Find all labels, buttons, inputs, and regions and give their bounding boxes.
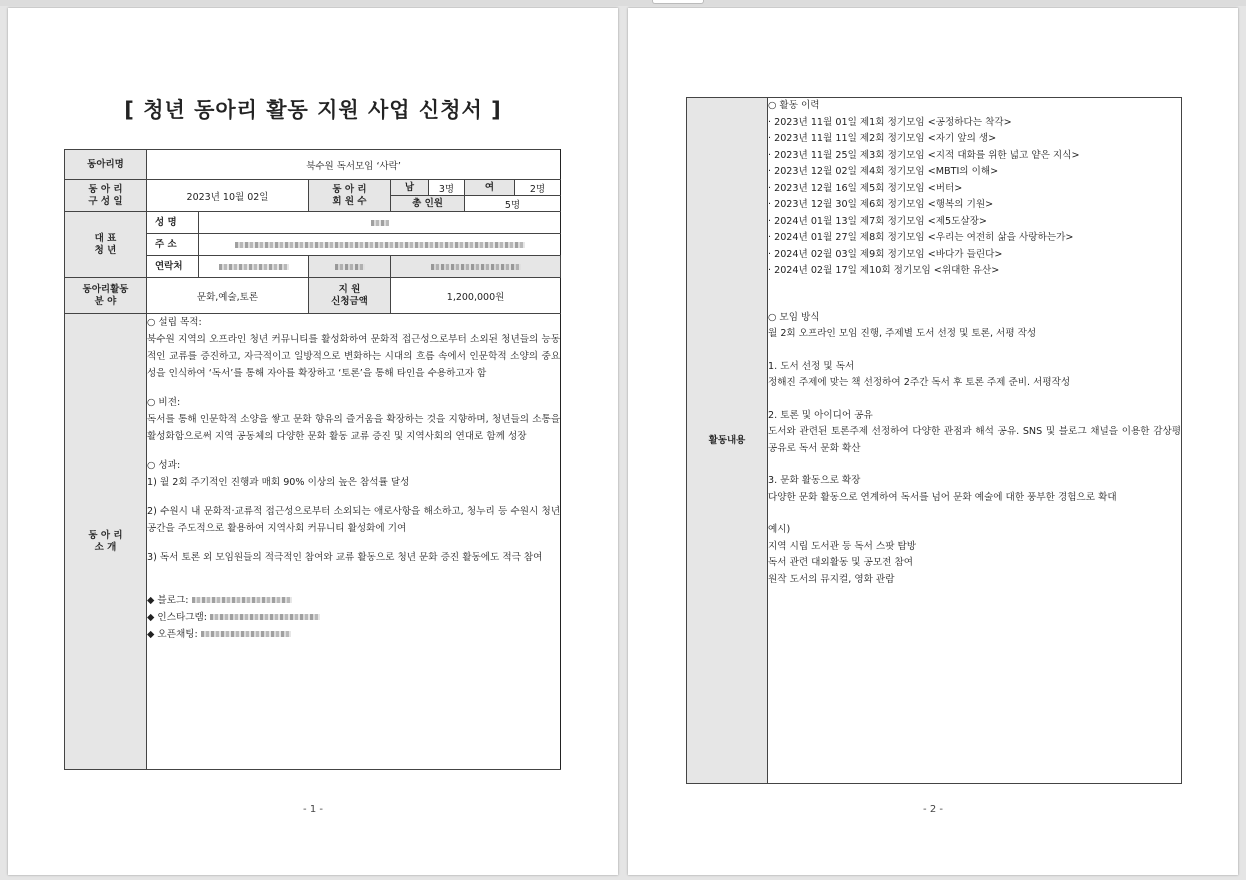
method-title: ○ 모임 방식	[768, 311, 820, 323]
club-name-value: 북수원 독서모임 ‘사락’	[147, 150, 561, 180]
example-item: 독서 관련 대외활동 및 공모전 참여	[768, 557, 913, 568]
viewer-handle[interactable]	[652, 0, 704, 4]
application-form-table	[64, 149, 561, 770]
document-page-1	[8, 8, 618, 875]
example-item: 원작 도서의 뮤지컬, 영화 관람	[768, 573, 895, 585]
page-number-2: - 2 -	[923, 804, 943, 815]
history-item: · 2023년 12월 02일 제4회 정기모임 <MBTI의 이해>	[768, 166, 999, 177]
blog-line	[147, 592, 560, 609]
redacted-extra	[335, 264, 365, 270]
history-item: · 2023년 11월 11일 제2회 정기모임 <자기 앞의 생>	[768, 133, 997, 144]
purpose-text: 북수원 지역의 오프라인 청년 커뮤니티를 활성화하여 문화적 접근성으로부터 소외된 청년들의 능동적인 교류를 증진하고, 자극적이고 일방적으로 변화하는 시대의 흐름 속에서 인문학적 소양의 중요성을 인식하여 ‘독서’를 통해 자아를 확장하고 ‘토론’을 통해 타인을 수용하고자 함	[147, 334, 561, 379]
rep-name-value	[199, 212, 561, 234]
step2-text: 도서와 관련된 토론주제 선정하여 다양한 관점과 해석 공유. SNS 및 블로그 채널을 이용한 감상평 공유로 독서 문화 확산	[768, 426, 1181, 454]
history-item: · 2023년 11월 25일 제3회 정기모임 <지적 대화를 위한 넓고 얕은 지식>	[768, 149, 1080, 161]
rep-contact-label: 연락처	[147, 256, 199, 278]
intro-content	[147, 314, 561, 770]
redacted-blog-url	[192, 597, 292, 603]
activity-content	[768, 98, 1182, 784]
instagram-label: ◆ 인스타그램:	[147, 612, 207, 623]
history-item: · 2024년 01월 13일 제7회 정기모임 <제5도살장>	[768, 215, 987, 227]
male-label: 남	[391, 180, 429, 196]
history-item: · 2024년 02월 03일 제9회 정기모임 <바다가 들린다>	[768, 248, 1003, 260]
rep-address-label: 주 소	[147, 234, 199, 256]
category-label: 동아리활동 분 야	[65, 278, 147, 314]
redacted-phone	[219, 264, 289, 270]
intro-label: 동 아 리 소 개	[65, 314, 147, 770]
category-value: 문화,예술,토론	[147, 278, 309, 314]
result-3: 3) 독서 토론 외 모임원들의 적극적인 참여와 교류 활동으로 청년 문화 증진 활동에도 적극 참여	[147, 552, 543, 563]
male-count: 3명	[429, 180, 465, 196]
history-item: · 2023년 12월 16일 제5회 정기모임 <버터>	[768, 182, 963, 194]
step3-title: 3. 문화 활동으로 확장	[768, 475, 861, 486]
rep-contact-value	[199, 256, 309, 278]
history-item: · 2024년 01월 27일 제8회 정기모임 <우리는 여전히 삶을 사랑하는가>	[768, 232, 1074, 243]
vision-title: ○ 비전:	[147, 397, 181, 408]
vision-text: 독서를 통해 인문학적 소양을 쌓고 문화 향유의 즐거움을 확장하는 것을 지향하며, 청년들의 소통을 활성화함으로써 지역 공동체의 다양한 문화 활동 교류 증진 및 지역사회의 연대로 함께 성장	[147, 414, 561, 442]
rep-contact-extra	[309, 256, 391, 278]
activity-label: 활동내용	[687, 98, 768, 784]
history-item: · 2023년 12월 30일 제6회 정기모임 <행복의 기원>	[768, 199, 994, 210]
redacted-email	[431, 264, 521, 270]
rep-name-label: 성 명	[147, 212, 199, 234]
history-title: ○ 활동 이력	[768, 100, 820, 111]
history-item: · 2024년 02월 17일 제10회 정기모임 <위대한 유산>	[768, 265, 1000, 276]
club-name-label: 동아리명	[65, 150, 147, 180]
redacted-openchat-url	[201, 631, 291, 637]
total-label: 총 인원	[391, 196, 465, 212]
document-title: [ 청년 동아리 활동 지원 사업 신청서 ]	[124, 98, 502, 122]
method-text: 월 2회 오프라인 모임 진행, 주제별 도서 선정 및 토론, 서평 작성	[768, 328, 1037, 339]
step3-text: 다양한 문화 활동으로 연계하여 독서를 넘어 문화 예술에 대한 풍부한 경험으로 확대	[768, 491, 1117, 503]
example-item: 지역 시립 도서관 등 독서 스팟 탐방	[768, 540, 917, 552]
members-label: 동 아 리 회 원 수	[309, 180, 391, 212]
amount-value: 1,200,000원	[391, 278, 561, 314]
examples-title: 예시)	[768, 524, 791, 535]
result-title: ○ 성과:	[147, 460, 181, 471]
activity-table	[686, 97, 1182, 784]
openchat-label: ◆ 오픈채팅:	[147, 629, 198, 640]
total-count: 5명	[465, 196, 561, 212]
result-2: 2) 수원시 내 문화적·교류적 접근성으로부터 소외되는 애로사항을 해소하고, 청누리 등 수원시 청년공간을 주도적으로 활용하여 지역사회 커뮤니티 활성화에 기여	[147, 506, 561, 534]
rep-address-value	[199, 234, 561, 256]
openchat-line	[147, 626, 560, 643]
step2-title: 2. 토론 및 아이디어 공유	[768, 409, 873, 421]
instagram-line	[147, 609, 560, 626]
representative-label: 대 표 청 년	[65, 212, 147, 278]
redacted-instagram-url	[210, 614, 320, 620]
step1-text: 정해진 주제에 맞는 책 선정하여 2주간 독서 후 토론 주제 준비. 서평작성	[768, 377, 1071, 388]
founded-label: 동 아 리 구 성 일	[65, 180, 147, 212]
female-count: 2명	[515, 180, 561, 196]
blog-label: ◆ 블로그:	[147, 595, 189, 606]
founded-value: 2023년 10월 02일	[147, 180, 309, 212]
redacted-name	[371, 220, 389, 226]
result-1: 1) 월 2회 주기적인 진행과 매회 90% 이상의 높은 참석률 달성	[147, 477, 410, 488]
document-page-2	[628, 8, 1238, 875]
rep-email-value	[391, 256, 561, 278]
history-item: · 2023년 11월 01일 제1회 정기모임 <공정하다는 착각>	[768, 116, 1012, 128]
female-label: 여	[465, 180, 515, 196]
step1-title: 1. 도서 선정 및 독서	[768, 360, 855, 372]
viewer-top-strip	[0, 0, 1246, 6]
purpose-title: ○ 설립 목적:	[147, 317, 202, 328]
amount-label: 지 원 신청금액	[309, 278, 391, 314]
redacted-address	[235, 242, 525, 248]
page-number-1: - 1 -	[303, 804, 323, 815]
